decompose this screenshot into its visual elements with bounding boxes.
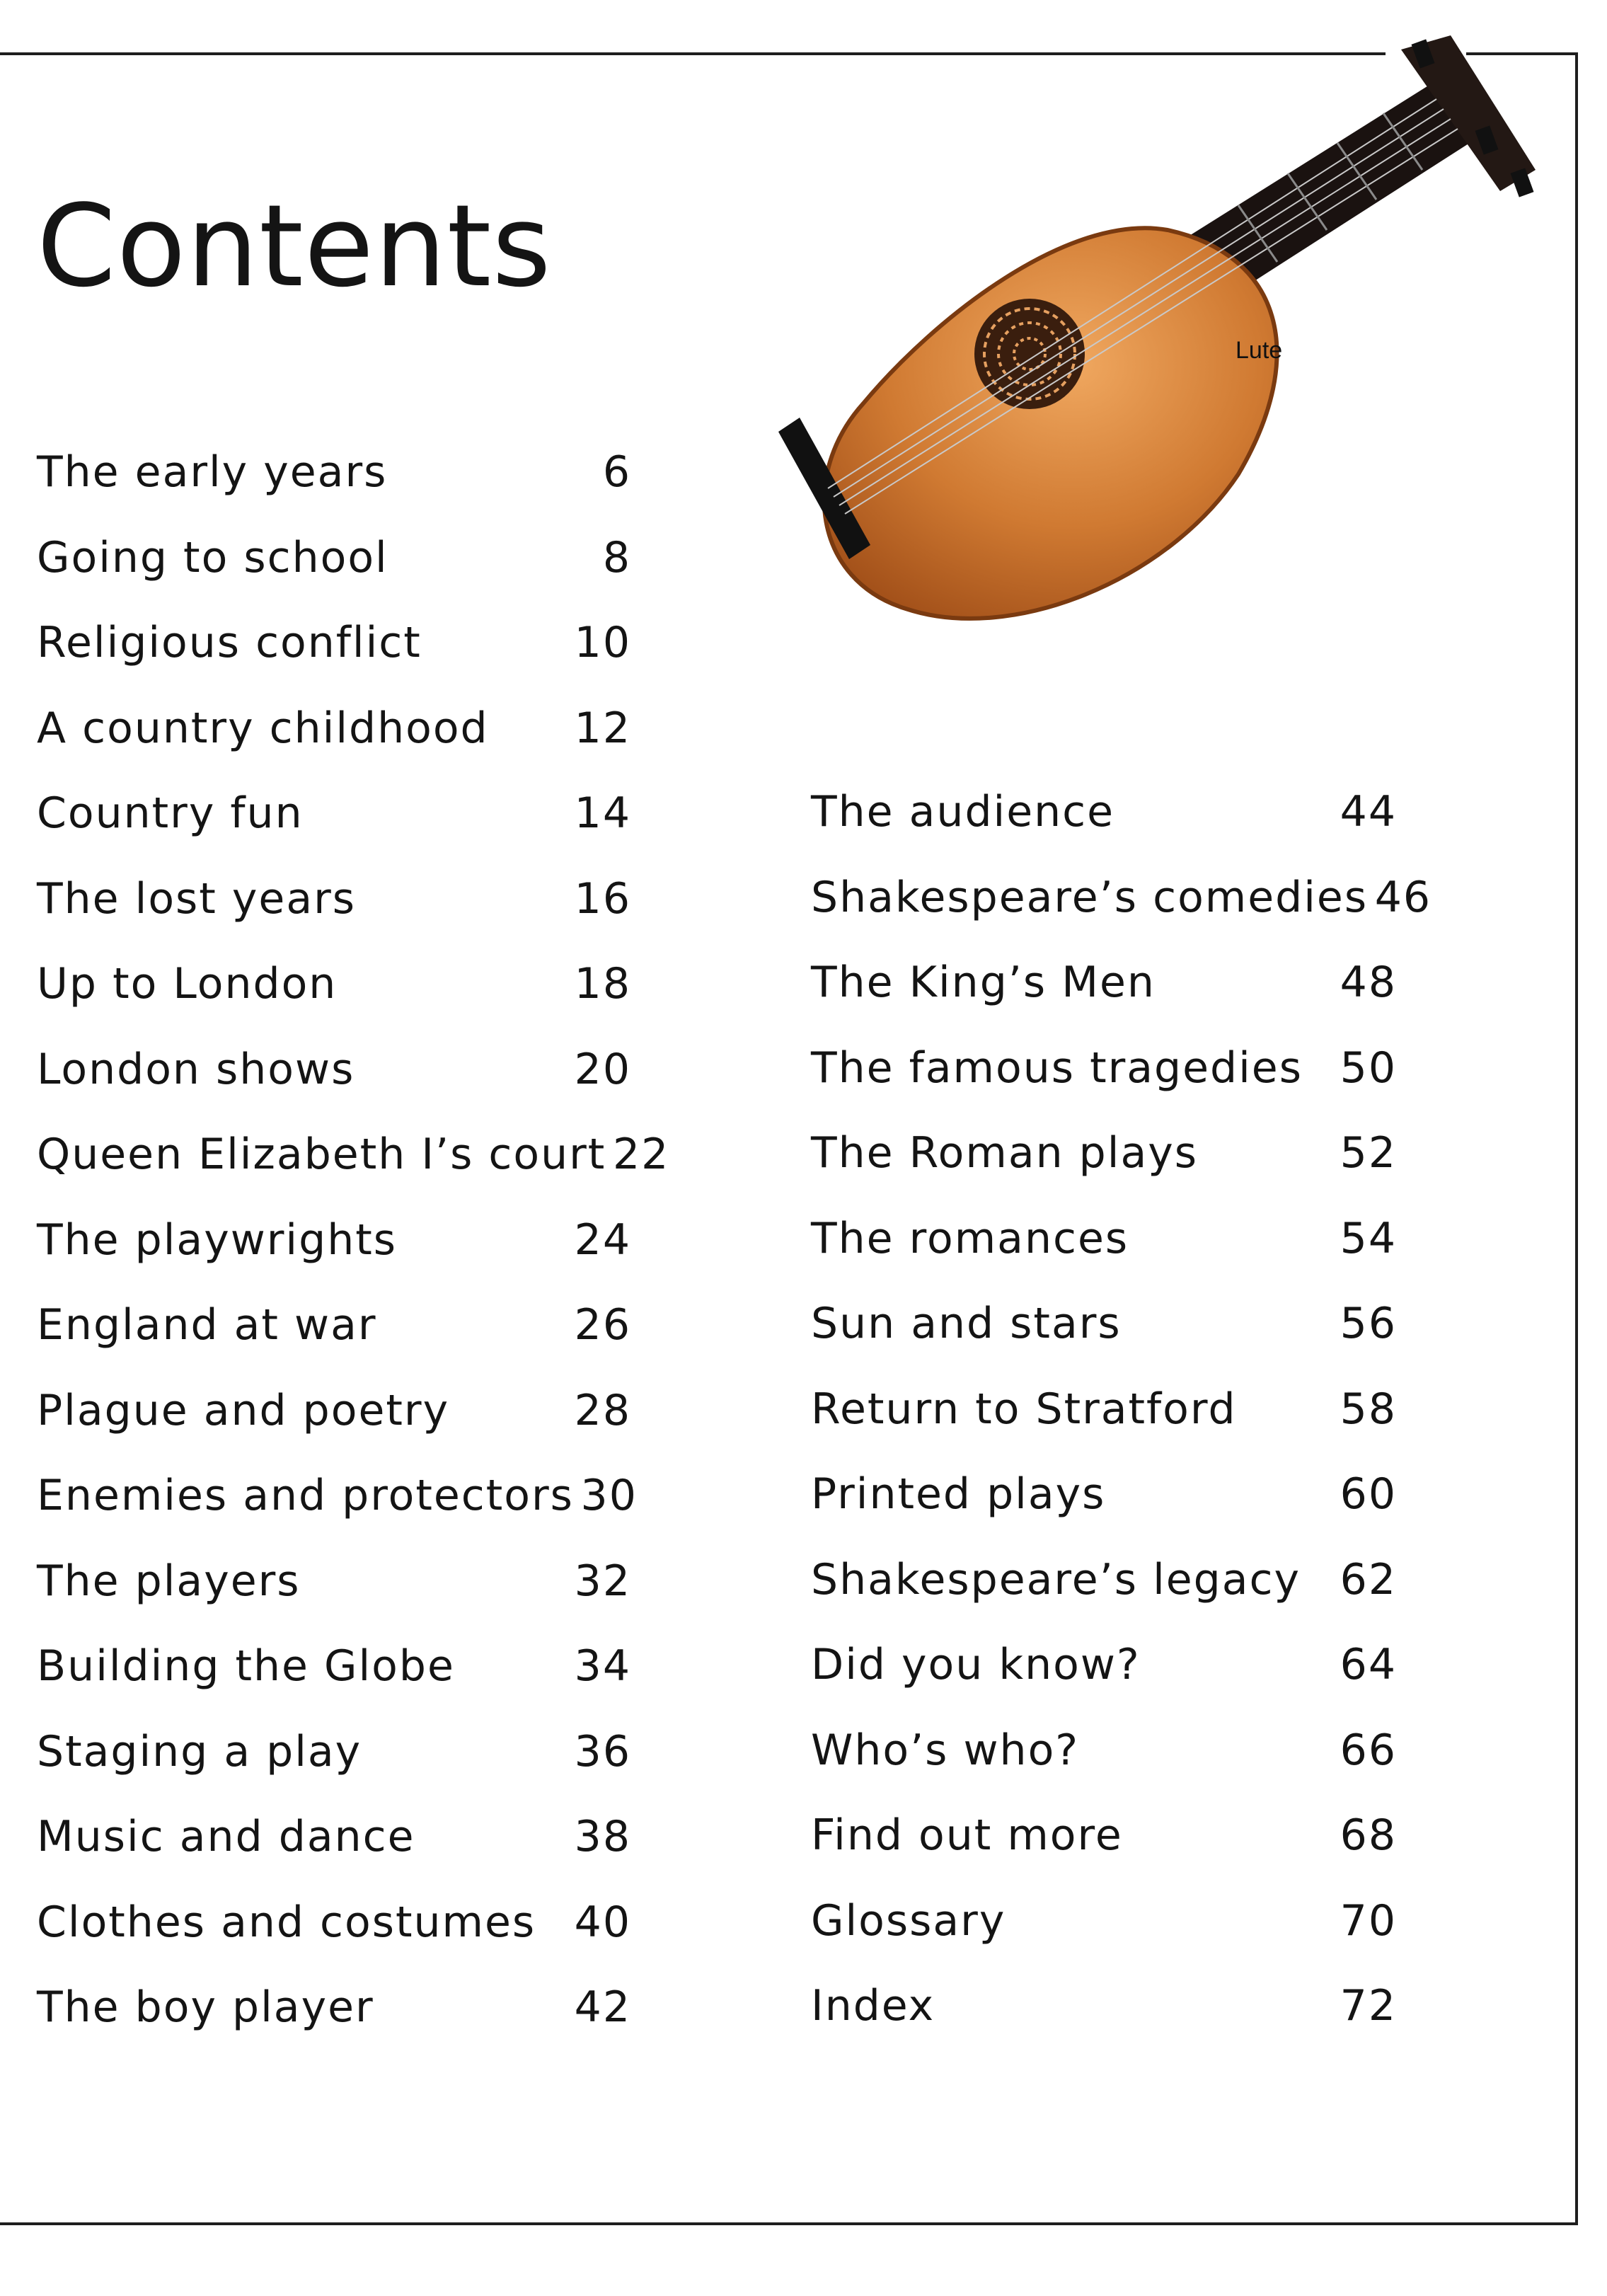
toc-entry-title: The players xyxy=(37,1556,301,1606)
toc-entry-page: 54 xyxy=(1340,1213,1397,1263)
toc-entry[interactable] xyxy=(37,1641,631,1727)
toc-entry[interactable] xyxy=(37,447,631,533)
toc-entry[interactable] xyxy=(37,1471,638,1556)
toc-entry-page: 62 xyxy=(1340,1554,1397,1605)
toc-entry[interactable] xyxy=(37,1727,631,1813)
toc-entry-page: 50 xyxy=(1340,1043,1397,1093)
toc-entry[interactable] xyxy=(37,874,631,960)
toc-entry-title: Music and dance xyxy=(37,1812,415,1861)
toc-entry-title: The King’s Men xyxy=(811,958,1156,1007)
toc-entry[interactable] xyxy=(811,1810,1397,1896)
toc-entry-title: Glossary xyxy=(811,1895,1006,1946)
toc-entry-title: The playwrights xyxy=(37,1215,398,1265)
toc-entry-title: Index xyxy=(811,1981,935,2031)
toc-entry-page: 10 xyxy=(574,618,631,667)
toc-entry[interactable] xyxy=(37,1386,631,1471)
toc-entry-title: The Roman plays xyxy=(811,1128,1198,1178)
toc-entry-title: England at war xyxy=(37,1300,377,1350)
toc-entry[interactable] xyxy=(811,958,1397,1043)
toc-entry-title: Printed plays xyxy=(811,1469,1106,1519)
toc-entry[interactable] xyxy=(811,1640,1397,1726)
toc-entry-page: 38 xyxy=(574,1812,631,1861)
toc-entry-title: A country childhood xyxy=(37,703,489,753)
toc-entry[interactable] xyxy=(37,1300,631,1386)
page-border-right xyxy=(1575,52,1578,2225)
toc-entry-title: Staging a play xyxy=(37,1726,362,1776)
toc-entry[interactable] xyxy=(37,959,631,1045)
toc-entry-page: 34 xyxy=(574,1641,631,1691)
toc-entry[interactable] xyxy=(37,1898,631,1983)
toc-entry-title: The famous tragedies xyxy=(811,1043,1303,1093)
toc-entry[interactable] xyxy=(37,788,631,874)
lute-caption: Lute xyxy=(1236,337,1283,364)
toc-entry[interactable] xyxy=(811,1299,1397,1384)
toc-entry-title: Shakespeare’s comedies xyxy=(811,872,1369,922)
toc-entry-page: 8 xyxy=(602,532,631,582)
toc-entry-title: Sun and stars xyxy=(811,1299,1122,1348)
toc-entry[interactable] xyxy=(37,704,631,789)
toc-entry-title: London shows xyxy=(37,1044,355,1094)
toc-entry[interactable] xyxy=(37,1130,670,1215)
toc-entry[interactable] xyxy=(811,1384,1397,1470)
toc-entry-title: Return to Stratford xyxy=(811,1384,1237,1434)
toc-entry-page: 60 xyxy=(1340,1469,1397,1519)
toc-entry[interactable] xyxy=(811,1555,1397,1641)
toc-entry-page: 70 xyxy=(1340,1895,1397,1946)
toc-entry-title: The audience xyxy=(811,787,1115,837)
toc-entry-title: Plague and poetry xyxy=(37,1385,450,1435)
toc-entry[interactable] xyxy=(37,1045,631,1130)
toc-entry[interactable] xyxy=(37,1982,631,2068)
toc-entry-page: 12 xyxy=(574,703,631,753)
page-border-bottom xyxy=(0,2222,1578,2225)
toc-entry-page: 68 xyxy=(1340,1810,1397,1860)
toc-entry-title: The early years xyxy=(37,447,388,497)
toc-entry-page: 26 xyxy=(574,1300,631,1350)
toc-entry[interactable] xyxy=(811,1469,1397,1555)
toc-entry-title: Religious conflict xyxy=(37,618,422,667)
toc-entry-title: Clothes and costumes xyxy=(37,1897,536,1947)
toc-entry[interactable] xyxy=(37,1812,631,1898)
toc-entry-page: 24 xyxy=(574,1215,631,1265)
toc-entry-page: 14 xyxy=(574,788,631,838)
toc-entry-page: 42 xyxy=(574,1982,631,2032)
toc-entry[interactable] xyxy=(811,872,1432,958)
toc-entry-page: 56 xyxy=(1340,1299,1397,1348)
toc-right-column xyxy=(811,787,1432,2067)
toc-entry-page: 40 xyxy=(574,1897,631,1947)
toc-entry[interactable] xyxy=(37,1556,631,1642)
toc-entry-page: 72 xyxy=(1340,1981,1397,2031)
toc-entry-page: 30 xyxy=(580,1471,638,1520)
toc-entry-page: 22 xyxy=(612,1130,670,1179)
page-title: Contents xyxy=(37,180,552,312)
toc-entry-page: 46 xyxy=(1374,872,1432,922)
toc-entry-page: 20 xyxy=(574,1044,631,1094)
toc-entry-title: Going to school xyxy=(37,532,388,582)
toc-entry-title: Queen Elizabeth I’s court xyxy=(37,1130,606,1179)
toc-entry-title: Enemies and protectors xyxy=(37,1471,574,1520)
toc-entry[interactable] xyxy=(811,1981,1397,2067)
toc-entry[interactable] xyxy=(37,618,631,704)
toc-entry[interactable] xyxy=(37,1215,631,1301)
toc-entry[interactable] xyxy=(811,1043,1397,1129)
toc-entry[interactable] xyxy=(811,1726,1397,1811)
toc-entry-page: 58 xyxy=(1340,1384,1397,1434)
toc-entry[interactable] xyxy=(811,1128,1397,1214)
toc-entry[interactable] xyxy=(811,1214,1397,1299)
toc-entry-page: 16 xyxy=(574,873,631,924)
toc-entry-title: The lost years xyxy=(37,873,357,924)
toc-entry-page: 28 xyxy=(574,1385,631,1435)
toc-entry-title: Shakespeare’s legacy xyxy=(811,1554,1301,1605)
toc-entry-title: The romances xyxy=(811,1213,1129,1263)
toc-entry-page: 32 xyxy=(574,1556,631,1606)
toc-entry-page: 66 xyxy=(1340,1725,1397,1775)
toc-entry-page: 6 xyxy=(602,447,631,497)
toc-entry-page: 36 xyxy=(574,1726,631,1776)
toc-entry-title: Country fun xyxy=(37,788,304,838)
lute-icon xyxy=(701,21,1550,644)
toc-entry[interactable] xyxy=(811,787,1397,873)
toc-left-column xyxy=(37,447,670,2068)
toc-entry-page: 52 xyxy=(1340,1128,1397,1178)
toc-entry-page: 64 xyxy=(1340,1640,1397,1689)
toc-entry-title: Did you know? xyxy=(811,1640,1141,1689)
toc-entry[interactable] xyxy=(811,1896,1397,1982)
toc-entry[interactable] xyxy=(37,533,631,619)
toc-entry-page: 18 xyxy=(574,959,631,1009)
toc-entry-title: Building the Globe xyxy=(37,1641,455,1691)
toc-entry-page: 48 xyxy=(1340,958,1397,1007)
toc-entry-title: The boy player xyxy=(37,1982,374,2032)
toc-entry-title: Who’s who? xyxy=(811,1725,1080,1775)
toc-entry-page: 44 xyxy=(1340,787,1397,837)
toc-entry-title: Find out more xyxy=(811,1810,1123,1860)
toc-entry-title: Up to London xyxy=(37,959,338,1009)
